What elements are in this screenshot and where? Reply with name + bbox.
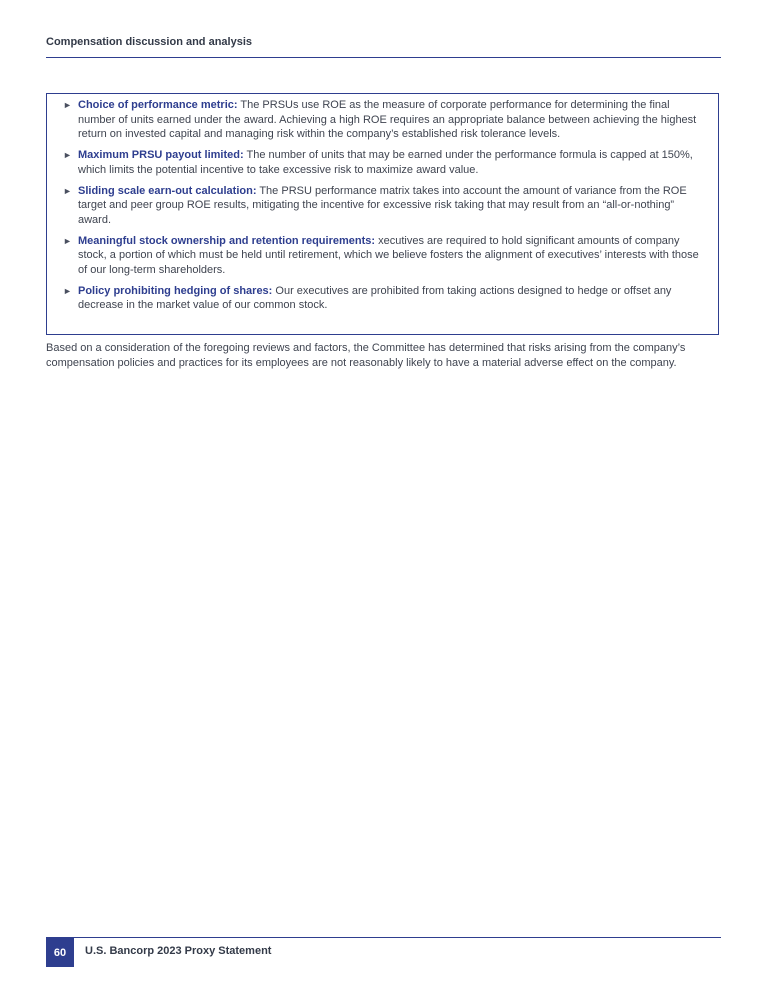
item-lead: Maximum PRSU payout limited: [78, 149, 244, 161]
header-divider [46, 57, 721, 58]
section-header: Compensation discussion and analysis [46, 36, 252, 48]
list-item [63, 234, 706, 278]
item-text: The PRSUs use ROE as the measure of corporate performance for determining the final number of units earned under the award. Achieving a high ROE requires an appropriate balance between achieving the highest return on invested capital and managing risk within the company’s established risk tolerance levels. [78, 99, 697, 140]
list-item [63, 98, 706, 142]
item-lead: Sliding scale earn-out calculation: [78, 184, 257, 197]
item-lead: Choice of performance metric: [78, 99, 238, 111]
list-item [63, 184, 706, 228]
triangle-bullet-icon: ► [63, 285, 72, 296]
item-lead: Policy prohibiting hedging of shares: [78, 284, 273, 297]
triangle-bullet-icon: ► [63, 100, 72, 110]
footer-divider [46, 937, 721, 938]
item-lead: Meaningful stock ownership and retention requirements: [78, 234, 376, 247]
item-text: The number of units that may be earned under the performance formula is capped at 150%, which limits the potential incentive to take excessive risk to maximize award value. [78, 149, 693, 176]
conclusion-paragraph: Based on a consideration of the foregoing reviews and factors, the Committee has determined that risks arising from the company’s compensation policies and practices for its employees are not reasonably likely to have a material adverse effect on the company. [46, 342, 686, 369]
item-text: Our executives are prohibited from taking actions designed to hedge or offset any decrease in the market value of our common stock. [78, 284, 672, 311]
triangle-bullet-icon: ► [63, 150, 72, 160]
item-text: xecutives are required to hold significant amounts of company stock, a portion of which must be held until retirement, which we believe fosters the alignment of executives’ interests with those of our long-term shareholders. [78, 234, 699, 276]
footer-title: U.S. Bancorp 2023 Proxy Statement [85, 945, 272, 957]
list-item [63, 284, 706, 313]
list-item [63, 148, 706, 177]
triangle-bullet-icon: ► [63, 235, 72, 246]
item-text: The PRSU performance matrix takes into account the amount of variance from the ROE target and peer group ROE results, mitigating the incentive for excessive risk taking that may result from an “all-or-nothing” award. [78, 184, 687, 226]
triangle-bullet-icon: ► [63, 185, 72, 196]
page-number: 60 [46, 938, 74, 967]
risk-mitigation-box [46, 93, 719, 335]
